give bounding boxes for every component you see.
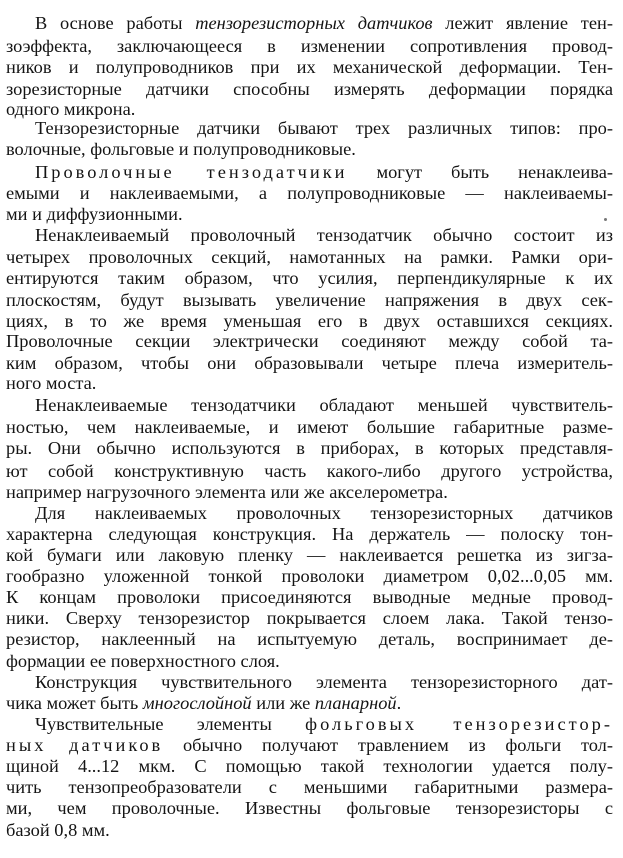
text-run: зорезисторные датчики способны измерять деформации порядка [6,79,613,99]
text-line [0,692,623,714]
text-run: характерна следующая конструкция. На держатель — полоску тон- [6,524,613,544]
text-run: гообразно уложенной тонкой проволоки диаметром 0,02...0,05 мм. [6,566,613,586]
text-line [0,12,623,34]
text-line [0,416,623,438]
text-line [0,117,623,139]
text-run: чить тензопреобразователи с меньшими габаритными размера- [6,777,613,797]
text-run: обычно получают травлением из фольги тол- [163,735,613,755]
text-run: Конструкция чувствительного элемента тензорезисторного дат- [35,672,613,692]
text-line [0,224,623,246]
text-run: емыми и наклеиваемыми, а полупроводниковые — наклеиваемы- [6,183,613,203]
text-line [0,289,623,311]
text-run: ностью, чем наклеиваемые, и имеют большие габаритные разме- [6,417,613,437]
text-run: ют собой конструктивную часть какого-либо другого устройства, [6,461,613,481]
text-run: ентируются таким образом, что усилия, перпендикулярные к их [6,268,613,288]
text-run: чика может быть [6,693,143,713]
text-line [0,35,623,57]
text-line [0,437,623,459]
text-line [0,565,623,587]
print-speck [604,218,607,221]
text-line [0,78,623,100]
text-run: плоскостям, будут вызывать увеличение напряжения в двух сек- [6,290,613,310]
text-run: Чувствительные элементы [35,714,306,734]
text-line [0,56,623,78]
spaced-term: фольговых тензорезистор- [305,714,613,734]
text-run: зоэффекта, заключающееся в изменении сопротивления провод- [6,36,613,56]
text-line [0,671,623,693]
text-run: могут быть ненаклеива- [347,162,613,182]
text-run: базой 0,8 мм. [6,820,110,840]
text-line [0,607,623,629]
text-line [0,394,623,416]
text-line [0,650,623,672]
spaced-term: Проволочные тензодатчики [35,162,348,182]
text-line [0,203,623,225]
text-run: ким образом, чтобы они образовывали четыре плеча измеритель- [6,353,613,373]
text-run: Для наклеиваемых проволочных тензорезисторных датчиков [35,503,613,523]
text-run: четырех проволочных секций, намотанных на рамки. Рамки ори- [6,247,613,267]
text-line [0,776,623,798]
text-run: ников и полупроводников при их механической деформации. Тен- [6,57,613,77]
text-run: или же [251,693,315,713]
text-line [0,481,623,503]
text-run: ми и диффузионными. [6,204,183,224]
text-run: резистор, наклеенный на испытуемую деталь, воспринимает де- [6,629,613,649]
text-run: ми, чем проволочные. Известны фольговые тензорезисторы с [6,798,613,818]
italic-term: многослойной [142,693,252,713]
text-line [0,138,623,160]
text-run: . [396,693,402,713]
text-line [0,734,623,756]
text-run: формации ее поверхностного слоя. [6,651,280,671]
text-run: Тензорезисторные датчики бывают трех различных типов: про- [35,118,613,138]
text-run: например нагрузочного элемента или же акселерометра. [6,482,448,502]
text-run: одного микрона. [6,99,136,119]
text-line [0,460,623,482]
text-line [0,502,623,524]
text-line [0,372,623,394]
text-run: Ненаклеиваемые тензодатчики обладают меньшей чувствитель- [35,395,613,415]
text-line [0,797,623,819]
text-run: К концам проволоки присоединяются выводные медные провод- [6,587,613,607]
text-run: ного моста. [6,373,97,393]
text-run: ники. Сверху тензорезистор покрывается слоем лака. Такой тензо- [6,608,613,628]
text-run: ры. Они обычно используются в приборах, в которых представля- [6,438,613,458]
text-line [0,628,623,650]
spaced-term: ных датчиков [6,735,164,755]
text-line [0,755,623,777]
text-line [0,182,623,204]
text-line [0,713,623,735]
italic-term: тензорезисторных датчиков [195,13,433,33]
text-run: Проволочные секции электрически соединяют между собой та- [6,331,613,351]
text-line [0,246,623,268]
text-line [0,819,623,841]
text-line [0,523,623,545]
text-line [0,544,623,566]
text-run: кой бумаги или лаковую пленку — наклеивается решетка из зигза- [6,545,613,565]
text-line [0,267,623,289]
text-run: лежит явление тен- [432,13,613,33]
text-line [0,161,623,183]
text-line [0,310,623,332]
text-run: циях, в то же время уменьшая его в двух оставшихся секциях. [6,311,613,331]
text-run: щиной 4...12 мкм. С помощью такой технологии удается полу- [6,756,613,776]
text-line [0,586,623,608]
text-line [0,330,623,352]
text-line [0,352,623,374]
text-run: волочные, фольговые и полупроводниковые. [6,139,356,159]
text-run: Ненаклеиваемый проволочный тензодатчик обычно состоит из [35,225,613,245]
text-run: В основе работы [35,13,196,33]
italic-term: планарной [314,693,397,713]
